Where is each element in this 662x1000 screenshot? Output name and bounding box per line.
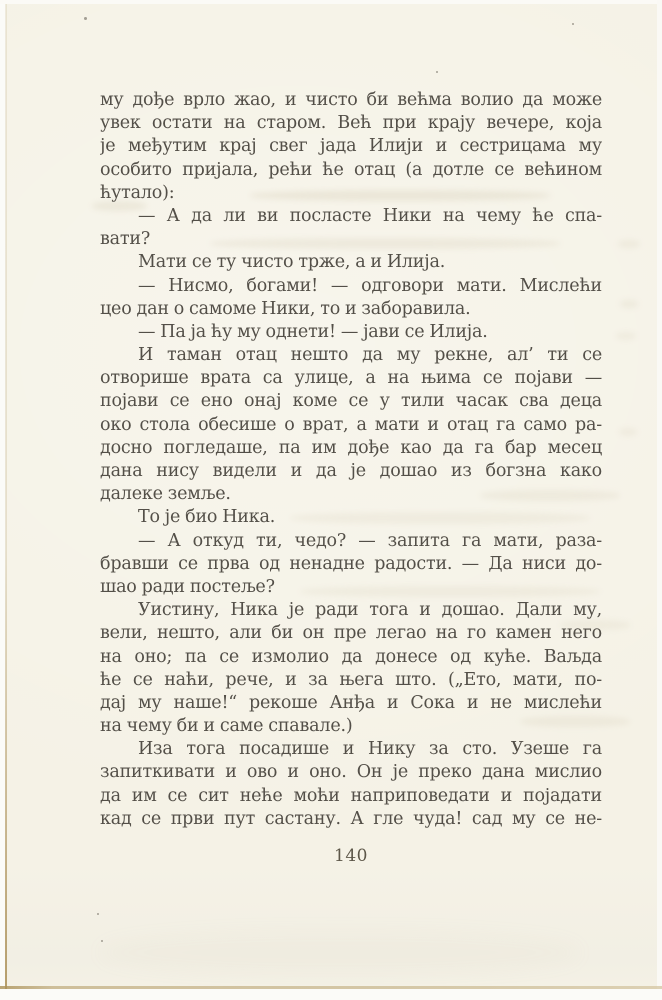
dust-speck xyxy=(84,17,87,20)
bleedthrough-smudge xyxy=(618,240,640,248)
page-bottom-edge xyxy=(0,989,662,1000)
text-line: — Нисмо, богами! — одговори мати. Мислећи xyxy=(138,275,602,296)
text-line: И таман отац нешто да му рекне, ал’ ти се xyxy=(138,345,602,366)
page-left-edge-line xyxy=(5,0,7,1000)
text-line: је међутим крај свег јада Илији и сестрицама му xyxy=(100,136,602,157)
text-line: Мати се ту чисто трже, а и Илија. xyxy=(138,252,446,273)
text-line: појави се ено онај коме се у тили часак сва деца xyxy=(100,391,602,412)
text-line: отворише врата са улице, а на њима се појави — xyxy=(100,368,602,389)
bleedthrough-smudge xyxy=(620,300,638,308)
text-line: увек остати на старом. Већ при крају вечере, која xyxy=(100,113,602,134)
text-line: око стола обесише о врат, а мати и отац га само ра- xyxy=(100,414,602,435)
text-line: да им се сит неће моћи наприповедати и појадати xyxy=(100,785,602,806)
text-line: — А да ли ви посласте Ники на чему ће спа- xyxy=(138,205,602,226)
text-line: запиткивати и ово и оно. Он је преко дана мислио xyxy=(100,762,602,783)
dust-speck xyxy=(436,71,438,73)
text-line: вати? xyxy=(100,229,151,250)
page-top-edge xyxy=(0,0,662,4)
text-line: бравши се прва од ненадне радости. — Да ниси до- xyxy=(100,553,602,574)
dust-speck xyxy=(101,940,103,942)
text-line: Уистину, Ника је ради тога и дошао. Дали му, xyxy=(138,600,602,621)
text-line: Иза тога посадише и Нику за сто. Узеше га xyxy=(138,739,602,760)
text-line: шао ради постеље? xyxy=(100,576,275,597)
text-line: кад се први пут састану. А гле чуда! сад му се не- xyxy=(100,808,602,829)
text-line: особито пријала, рећи ће отац (а дотле се већином xyxy=(100,159,602,180)
dust-speck xyxy=(97,913,99,915)
text-line: дана нису видели и да је дошао из богзна како xyxy=(100,461,602,481)
text-line: досно погледаше, па им дође као да га бар месец xyxy=(100,437,602,458)
text-line: вели, нешто, али би он пре легао на го камен него xyxy=(100,623,602,644)
bleedthrough-smudge xyxy=(616,332,636,340)
text-line: далеке земље. xyxy=(100,484,231,505)
text-line: ће се наћи, рече, и за њега што. („Ето, мати, по- xyxy=(100,669,602,690)
bleedthrough-smudge xyxy=(100,930,580,975)
text-line: ћутало): xyxy=(100,182,175,203)
text-line: То је био Ника. xyxy=(138,507,276,528)
page-number: 140 xyxy=(334,846,368,866)
text-line: — А откуд ти, чедо? — запита га мати, раза- xyxy=(138,530,602,551)
text-line: цео дан о самоме Ники, то и заборавила. xyxy=(100,298,471,319)
text-line: на оно; па се измолио да донесе од куће. Ваљда xyxy=(100,646,602,667)
text-line: дај му наше!“ рекоше Анђа и Сока и не мислећи xyxy=(100,692,602,713)
page-right-edge xyxy=(657,0,662,1000)
dust-speck xyxy=(572,23,574,25)
bleedthrough-smudge xyxy=(619,428,637,436)
text-line: — Па ја ћу му однети! — јави се Илија. xyxy=(138,321,488,342)
text-block xyxy=(100,89,602,831)
text-line: му дође врло жао, и чисто би већма волио да може xyxy=(100,90,602,110)
text-line: на чему би и саме спавале.) xyxy=(100,716,353,737)
